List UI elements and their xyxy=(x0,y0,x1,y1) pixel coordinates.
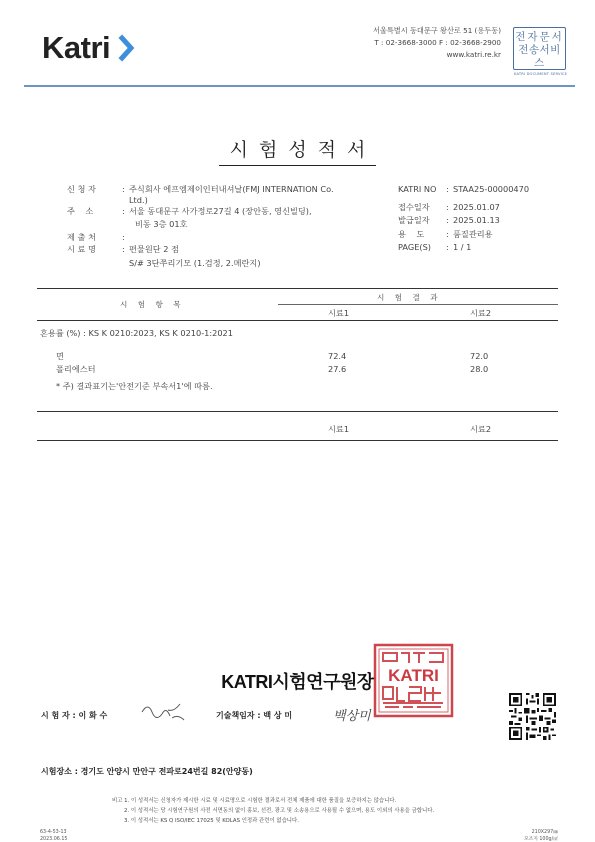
table-end-rule xyxy=(37,440,558,441)
form-code-2: 2023.06.15 xyxy=(40,837,68,842)
official-seal-icon xyxy=(373,643,454,718)
form-code xyxy=(40,829,67,842)
edoc-line2: 전송서비스 xyxy=(518,44,561,69)
applicant-value-cont: Ltd.) xyxy=(129,195,148,205)
logo-text: Katri xyxy=(42,30,111,65)
chevron-right-icon xyxy=(116,32,138,64)
footer-sample1: 시료1 xyxy=(328,424,350,434)
paper-spec-1: 210X297㎜ xyxy=(531,830,558,835)
applicant-label: 신 청 자 xyxy=(67,184,96,194)
katri-no-label: KATRI NO xyxy=(398,184,437,194)
footnote-1: 비고 1. 이 성적서는 신청자가 제시한 시료 및 시료명으로 시험한 결과로서 전체 제품에 대한 품질을 보증하지는 않습니다. xyxy=(112,798,397,804)
test-items-header: 시 험 항 목 xyxy=(120,300,185,309)
page-title-text: 시험성적서 xyxy=(219,139,377,166)
manager-signature: 백상미 xyxy=(333,709,371,724)
colon: : xyxy=(446,202,449,212)
issuer-name: KATRI시험연구원장 xyxy=(221,672,374,692)
form-code-1: 63-4-53-13 xyxy=(40,830,67,835)
footnote-2: 2. 이 성적서는 당 시험연구원의 사전 서면동의 없이 홍보, 선전, 광고 및 소송용으로 사용될 수 없으며, 용도 이외의 사용을 금합니다. xyxy=(124,808,435,814)
page-title xyxy=(0,135,595,162)
website-line: www.katri.re.kr xyxy=(446,50,501,59)
received-date-value: 2025.01.07 xyxy=(453,202,500,212)
sample-row-cont xyxy=(67,256,397,270)
colon: : xyxy=(446,242,449,252)
table-row-sample1: 72.4 xyxy=(328,351,347,361)
table-header-rule xyxy=(37,320,558,321)
applicant-value: 주식회사 에프엠제이인터내셔날(FMJ INTERNATION Co. xyxy=(129,184,334,194)
page-count-value: 1 / 1 xyxy=(453,242,472,252)
colon: : xyxy=(122,206,125,216)
page-count-label: PAGE(S) xyxy=(398,242,431,252)
sample-row xyxy=(67,242,397,256)
table-row-sample1: 27.6 xyxy=(328,364,347,374)
tester-signature xyxy=(138,700,188,724)
address-value-cont: 비동 3층 01호 xyxy=(135,219,188,229)
edoc-line3: KATRI DOCUMENT SERVICE xyxy=(514,72,568,76)
colon: : xyxy=(122,244,125,254)
edoc-line1: 전자문서 xyxy=(515,31,564,43)
address-row-cont xyxy=(67,217,397,231)
katri-no-value: STAA25-00000470 xyxy=(453,184,530,194)
paper-spec xyxy=(524,829,558,842)
results-header-rule xyxy=(278,304,558,305)
address-value: 서울 동대문구 사가정로27길 4 (장안동, 영신빌딩), xyxy=(129,206,312,216)
e-document-badge xyxy=(513,27,568,76)
footnotes xyxy=(112,796,434,826)
test-location: 시험장소 : 경기도 안양시 만안구 전파로24번길 82(안양동) xyxy=(41,767,253,776)
katri-logo xyxy=(42,30,138,66)
received-date-label: 접수일자 xyxy=(398,202,430,212)
sample-value: 편물원단 2 점 xyxy=(129,244,179,254)
table-top-rule xyxy=(37,288,558,289)
usage-value: 품질관리용 xyxy=(453,229,493,239)
tech-manager-label: 기술책임자 : 백 상 미 xyxy=(216,711,293,720)
table-row-name: 면 xyxy=(56,351,64,361)
sample-value-cont: S/# 3단쭈리기모 (1.검정, 2.메란지) xyxy=(129,258,261,268)
colon: : xyxy=(446,184,449,194)
colon: : xyxy=(122,232,125,242)
header-address xyxy=(373,25,501,61)
test-results-header: 시 험 결 과 xyxy=(377,293,442,302)
test-method: 혼용률 (%) : KS K 0210:2023, KS K 0210-1:2021 xyxy=(40,328,233,338)
submitted-to-label: 제 출 처 xyxy=(67,232,96,242)
applicant-info xyxy=(67,182,397,272)
sample2-header: 시료2 xyxy=(470,308,492,318)
table-row-sample2: 28.0 xyxy=(470,364,489,374)
footer-sample2: 시료2 xyxy=(470,424,492,434)
table-note: * 주) 결과표기는'안전기준 부속서1'에 따름. xyxy=(56,381,213,391)
table-row-sample2: 72.0 xyxy=(470,351,489,361)
address-row xyxy=(67,204,397,218)
footnote-3: 3. 이 성적서는 KS Q ISO/IEC 17025 및 KOLAS 인정과 관련이 없습니다. xyxy=(124,818,299,824)
report-meta xyxy=(398,182,568,262)
sample1-header: 시료1 xyxy=(328,308,350,318)
address-label: 주 소 xyxy=(67,206,94,216)
contact-line: T : 02-3668-3000 F : 02-3668-2900 xyxy=(374,38,501,47)
qr-code-icon xyxy=(509,693,556,740)
issued-date-value: 2025.01.13 xyxy=(453,215,500,225)
table-bottom-rule xyxy=(37,411,558,412)
colon: : xyxy=(446,215,449,225)
colon: : xyxy=(446,229,449,239)
issued-date-label: 발급일자 xyxy=(398,215,430,225)
sample-label: 시 료 명 xyxy=(67,244,96,254)
usage-label: 용 도 xyxy=(398,229,425,239)
seal-text: KATRI xyxy=(388,666,439,685)
header-divider xyxy=(24,85,575,87)
table-row-name: 폴리에스터 xyxy=(56,364,96,374)
address-line: 서울특별시 동대문구 왕산로 51 (용두동) xyxy=(372,26,501,35)
colon: : xyxy=(122,184,125,194)
tester-label: 시 험 자 : 이 화 수 xyxy=(41,711,108,720)
paper-spec-2: 모조지 100g/㎡ xyxy=(523,837,558,842)
